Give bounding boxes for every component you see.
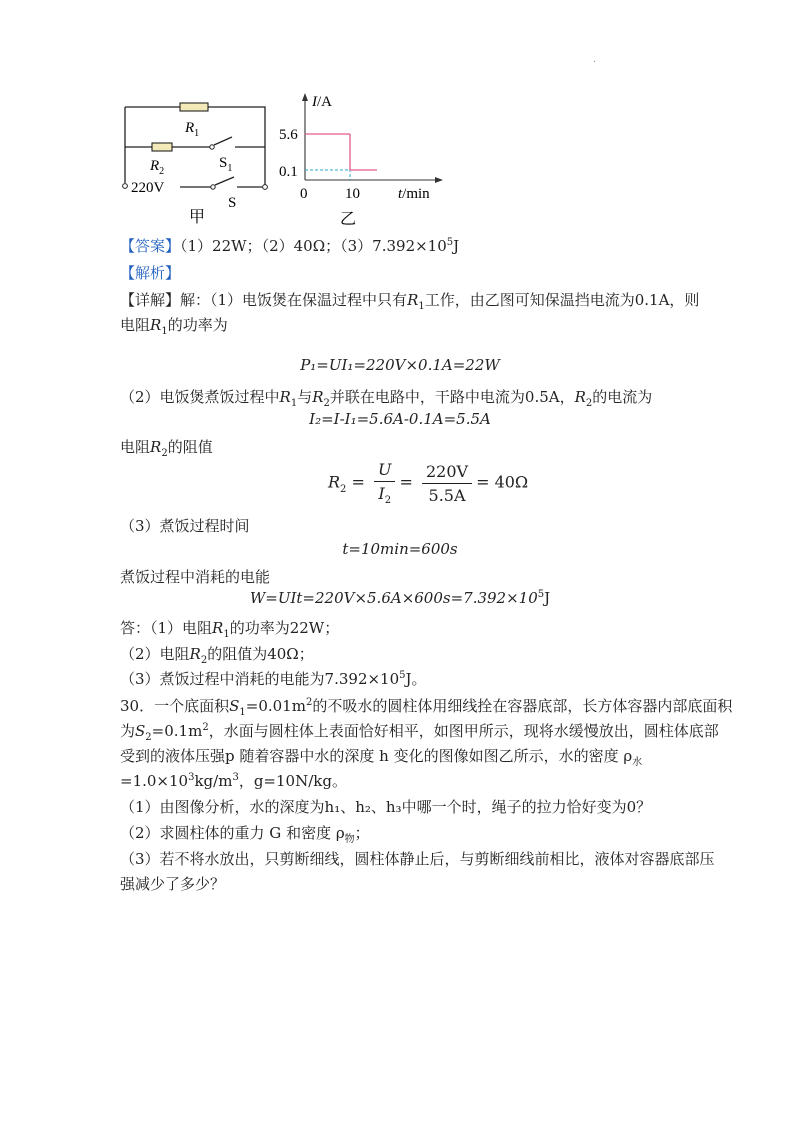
- energy-label: 煮饭过程中消耗的电能: [120, 568, 271, 586]
- y-axis-arrow: [302, 93, 308, 101]
- x-axis-label: t/min: [398, 186, 430, 202]
- y-tick-label: 5.6: [279, 127, 298, 143]
- detail-line-2: 电阻$R_1$的功率为: [120, 316, 228, 337]
- q30-line-4: $=1.0\times 10^3kg/m^3$，g=10N/kg。: [120, 772, 347, 790]
- equation-i2: I₂=I-I₁=5.6A-0.1A=5.5A: [309, 410, 491, 428]
- detail-line-1: 【详解】解：（1）电饭煲在保温过程中只有$R_1$工作，由乙图可知保温挡电流为0.1A，则: [120, 291, 700, 312]
- r2-label: $R_2$: [150, 158, 165, 177]
- conclusion-line-1: 答：（1）电阻$R_1$的功率为22W；: [120, 619, 340, 640]
- equation-t: t=10min=600s: [342, 540, 458, 558]
- r1-label: $R_1$: [185, 120, 200, 139]
- y-tick-label: 0.1: [279, 164, 298, 180]
- analysis-tag: 【解析】: [120, 264, 181, 282]
- part3-line: （3）煮饭过程时间: [120, 517, 250, 535]
- conclusion-line-3: （3）煮饭过程中消耗的电能为$7.392\times 10^5J$。: [120, 670, 427, 688]
- q30-subquestion-3b: 强减少了多少？: [120, 875, 226, 893]
- equation-r2: $R_2$ = $\frac{U}{I_2}$ = $\frac{220V}{5.5A}$ = 40Ω: [328, 460, 529, 507]
- q30-line-3: 受到的液体压强p 随着容器中水的深度 h 变化的图像如图乙所示，水的密度 $\rho_水$: [120, 747, 643, 768]
- resistor-r2: [152, 143, 172, 151]
- circuit-diagram: [115, 95, 275, 225]
- x-tick-label: 0: [300, 186, 308, 202]
- header-dot: .: [593, 54, 597, 65]
- q30-subquestion-3a: （3）若不将水放出，只剪断细线，圆柱体静止后，与剪断细线前相比，液体对容器底部压: [120, 850, 715, 868]
- equation-w: $W=UIt=220V\times 5.6A\times 600s=7.392\times 10^5J$: [249, 589, 551, 607]
- q30-line-1: 30．一个底面积$S_1=0.01m^2$的不吸水的圆柱体用细线拴在容器底部，长方体容器内部底面积: [120, 697, 733, 718]
- q30-subquestion-2: （2）求圆柱体的重力 G 和密度 $\rho_物$；: [120, 824, 370, 845]
- q30-subquestion-1: （1）由图像分析，水的深度为h₁、h₂、h₃中哪一个时，绳子的拉力恰好变为0？: [120, 798, 652, 816]
- x-tick-label: 10: [345, 186, 360, 202]
- equation-p1: P₁=UI₁=220V×0.1A=22W: [300, 356, 500, 374]
- answer-tag: 【答案】: [120, 237, 181, 255]
- part2-line: （2）电饭煲煮饭过程中$R_1$与$R_2$并联在电路中，干路中电流为0.5A，$R_2$的电流为: [120, 388, 653, 409]
- caption-jia: 甲: [189, 209, 206, 225]
- x-axis-arrow: [435, 177, 443, 183]
- answer-line: 【答案】（1）22W；（2）40Ω；$(3)7.392\times 10^5J$: [120, 237, 460, 255]
- voltage-label: 220V: [131, 180, 165, 196]
- switch-s-label: S: [228, 195, 237, 211]
- q30-line-2: 为$S_2=0.1m^2$，水面与圆柱体上表面恰好相平，如图甲所示，现将水缓慢放出，圆柱体底部: [120, 722, 719, 743]
- current-time-graph: [270, 90, 450, 230]
- resistor-r1: [180, 103, 208, 111]
- y-axis-label: I/A: [312, 94, 332, 110]
- s1-label: $S_1$: [219, 155, 233, 174]
- conclusion-line-2: （2）电阻$R_2$的阻值为40Ω；: [120, 645, 314, 666]
- r2-resistance-label: 电阻$R_2$的阻值: [120, 438, 213, 459]
- caption-yi: 乙: [340, 211, 357, 228]
